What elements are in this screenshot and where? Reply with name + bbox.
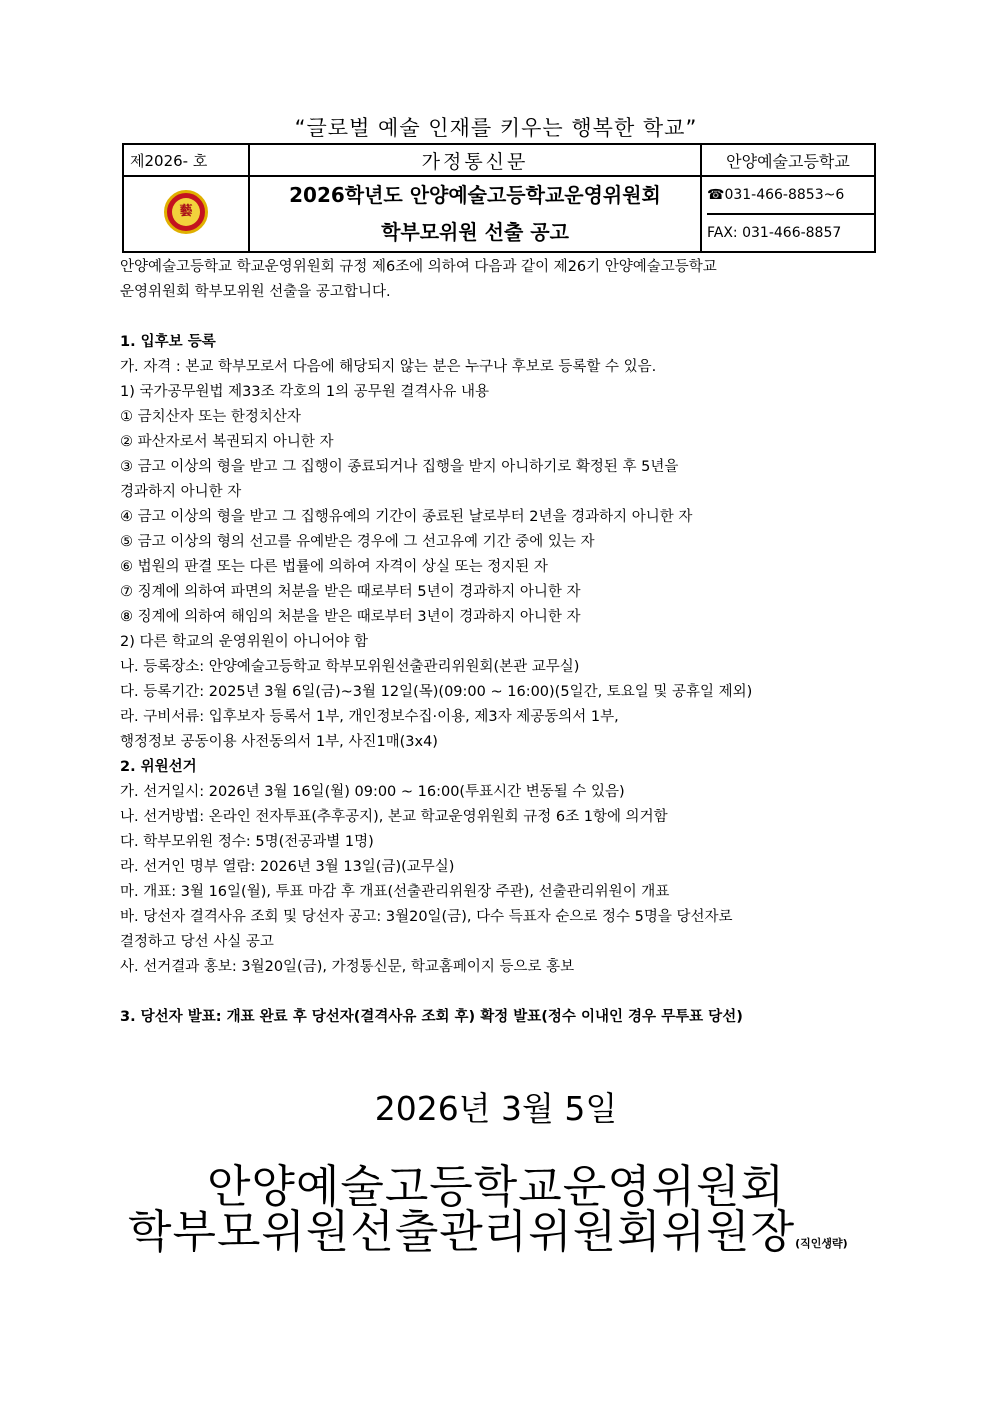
section-line: 2) 다른 학교의 운영위원이 아니어야 함 <box>120 634 369 650</box>
section-line: ① 금치산자 또는 한정치산자 <box>120 409 301 425</box>
school-name: 안양예술고등학교 <box>701 144 875 176</box>
document-type: 가정통신문 <box>249 144 701 176</box>
section-line: 다. 학부모위원 정수: 5명(전공과별 1명) <box>120 834 374 850</box>
section-line: 나. 등록장소: 안양예술고등학교 학부모위원선출관리위원회(본관 교무실) <box>120 659 580 675</box>
section-line: ② 파산자로서 복권되지 아니한 자 <box>120 434 334 450</box>
notice-date: 2026년 3월 5일 <box>374 1089 618 1128</box>
section-line: 라. 선거인 명부 열람: 2026년 3월 13일(금)(교무실) <box>120 859 455 875</box>
title-line-1: 2026학년도 안양예술고등학교운영위원회 <box>289 183 661 207</box>
section-line: ⑤ 금고 이상의 형의 선고를 유예받은 경우에 그 선고유예 기간 중에 있는 자 <box>120 534 595 550</box>
section-line: 가. 자격 : 본교 학부모로서 다음에 해당되지 않는 분은 누구나 후보로 등록할 수 있음. <box>120 359 657 375</box>
section-line: 결정하고 당선 사실 공고 <box>120 934 274 950</box>
intro-line: 안양예술고등학교 학교운영위원회 규정 제6조에 의하여 다음과 같이 제26기 안양예술고등학교 <box>120 259 717 275</box>
section-line: 가. 선거일시: 2026년 3월 16일(월) 09:00 ~ 16:00(투표시간 변동될 수 있음) <box>120 784 625 800</box>
signer-organization: 안양예술고등학교운영위원회 <box>206 1160 786 1213</box>
title-line-2: 학부모위원 선출 공고 <box>381 220 569 244</box>
section-line: ⑦ 징계에 의하여 파면의 처분을 받은 때로부터 5년이 경과하지 아니한 자 <box>120 584 581 600</box>
section-line: 마. 개표: 3월 16일(월), 투표 마감 후 개표(선출관리위원장 주관), 선출관리위원이 개표 <box>120 884 670 900</box>
announcement: 3. 당선자 발표: 개표 완료 후 당선자(결격사유 조회 후) 확정 발표(정수 이내인 경우 무투표 당선) <box>120 1009 743 1025</box>
section-line: ⑥ 법원의 판결 또는 다른 법률에 의하여 자격이 상실 또는 정지된 자 <box>120 559 548 575</box>
section-line: 다. 등록기간: 2025년 3월 6일(금)~3월 12일(목)(09:00 ~ 16:00)(5일간, 토요일 및 공휴일 제외) <box>120 684 753 700</box>
section-line: 라. 구비서류: 입후보자 등록서 1부, 개인정보수집·이용, 제3자 제공동의서 1부, <box>120 709 619 725</box>
section-line: 행정정보 공동이용 사전동의서 1부, 사진1매(3x4) <box>120 734 438 750</box>
seal-omitted-note: (직인생략) <box>795 1237 848 1250</box>
school-logo-icon: 藝 <box>164 190 208 234</box>
section-heading: 1. 입후보 등록 <box>120 334 216 350</box>
signer-title: 학부모위원선출관리위원회위원장(직인생략) <box>128 1205 848 1258</box>
section-line: 경과하지 아니한 자 <box>120 484 242 500</box>
fax-number: FAX: 031-466-8857 <box>707 213 874 251</box>
document-number: 제2026- 호 <box>123 144 249 176</box>
section-line: 1) 국가공무원법 제33조 각호의 1의 공무원 결격사유 내용 <box>120 384 489 400</box>
section-line: ⑧ 징계에 의하여 해임의 처분을 받은 때로부터 3년이 경과하지 아니한 자 <box>120 609 581 625</box>
phone-number: ☎031-466-8853~6 <box>707 187 845 203</box>
logo-cell <box>123 176 249 252</box>
school-motto: “글로벌 예술 인재를 키우는 행복한 학교” <box>294 116 698 140</box>
notice-title <box>249 176 701 252</box>
section-line: ④ 금고 이상의 형을 받고 그 집행유예의 기간이 종료된 날로부터 2년을 경과하지 아니한 자 <box>120 509 693 525</box>
section-line: 나. 선거방법: 온라인 전자투표(추후공지), 본교 학교운영위원회 규정 6조 1항에 의거함 <box>120 809 668 825</box>
contact-cell <box>701 176 875 252</box>
intro-line: 운영위원회 학부모위원 선출을 공고합니다. <box>120 284 391 300</box>
section-heading: 2. 위원선거 <box>120 759 197 775</box>
notice-body <box>120 255 880 1030</box>
section-line: 사. 선거결과 홍보: 3월20일(금), 가정통신문, 학교홈페이지 등으로 홍보 <box>120 959 575 975</box>
section-line: ③ 금고 이상의 형을 받고 그 집행이 종료되거나 집행을 받지 아니하기로 확정된 후 5년을 <box>120 459 679 475</box>
header-table <box>122 143 876 253</box>
section-line: 바. 당선자 결격사유 조회 및 당선자 공고: 3월20일(금), 다수 득표자 순으로 정수 5명을 당선자로 <box>120 909 733 925</box>
